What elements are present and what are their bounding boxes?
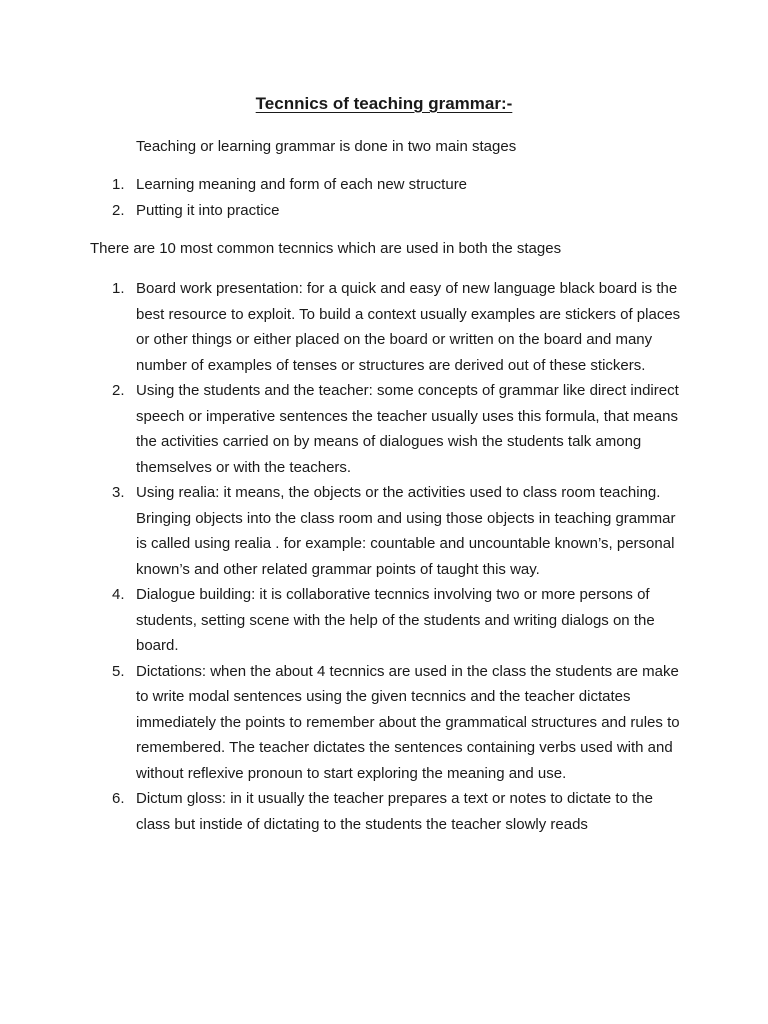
list-item-text: Using realia: it means, the objects or the activities used to class room teaching. Bringing objects into the class room and using those objects in teaching grammar is called using realia . for example: countable and uncountable known’s, personal known’s and other related grammar points of taught this way. (136, 484, 676, 578)
page-title: Tecnnics of teaching grammar:- (255, 94, 513, 113)
list-item (0, 582, 768, 659)
list-number: 3. (112, 484, 125, 501)
list-number: 2. (112, 382, 125, 399)
list-item (0, 786, 768, 837)
list-item-text: Dictum gloss: in it usually the teacher prepares a text or notes to dictate to the class but instide of dictating to the students the teacher slowly reads (136, 790, 653, 833)
list-number: 1. (112, 176, 125, 193)
list-number: 6. (112, 790, 125, 807)
list-item-text: Board work presentation: for a quick and easy of new language black board is the best resource to exploit. To build a context usually examples are stickers of places or other things or either placed on the board or written on the board and many number of examples of tenses or structures are derived out of these stickers. (136, 280, 681, 374)
list-item-text: Learning meaning and form of each new structure (136, 176, 468, 193)
intro-paragraph: Teaching or learning grammar is done in two main stages (136, 138, 517, 155)
techniques-list (0, 276, 768, 837)
list-item-text: Dictations: when the about 4 tecnnics are used in the class the students are make to write modal sentences using the given tecnnics and the teacher dictates immediately the points to remember about the grammatical structures and rules to remembered. The teacher dictates the sentences containing verbs used with and without reflexive pronoun to start exploring the meaning and use. (136, 662, 680, 782)
list-number: 5. (112, 662, 125, 680)
list-number: 2. (112, 202, 125, 219)
list-number: 1. (112, 280, 125, 297)
list-item-text: Dialogue building: it is collaborative tecnnics involving two or more persons of students, setting scene with the help of the students and writing dialogs on the board. (136, 586, 655, 654)
list-item (0, 659, 768, 787)
list-item (0, 480, 768, 582)
list-item-text: Putting it into practice (136, 202, 280, 219)
list-item (0, 378, 768, 480)
list-item (0, 276, 768, 378)
lead-paragraph: There are 10 most common tecnnics which are used in both the stages (90, 240, 562, 257)
list-item-text: Using the students and the teacher: some concepts of grammar like direct indirect speech or imperative sentences the teacher usually uses this formula, that means the activities carried on by means of dialogues wish the students talk among themselves or with the teachers. (136, 382, 679, 476)
list-number: 4. (112, 586, 125, 603)
